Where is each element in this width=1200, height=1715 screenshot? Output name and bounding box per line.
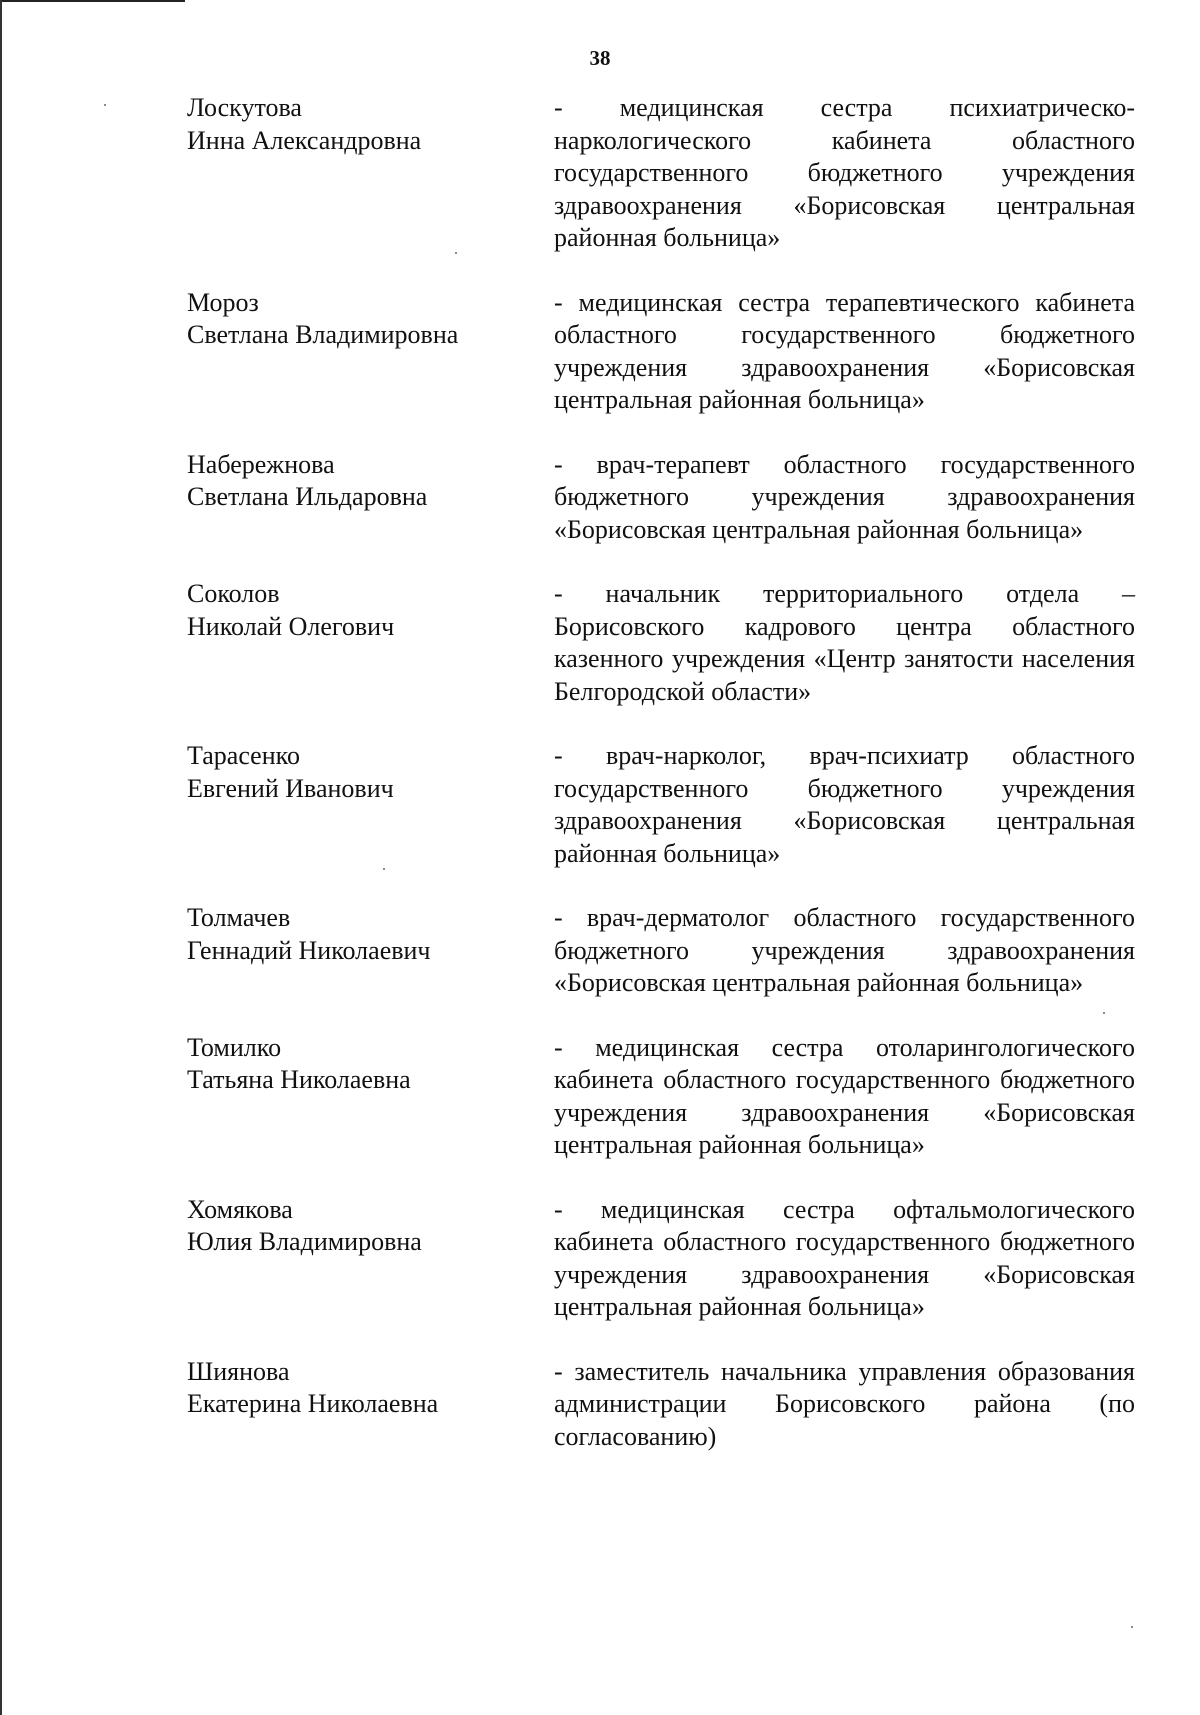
member-given-names: Инна Александровна xyxy=(187,125,422,155)
member-given-names: Светлана Владимировна xyxy=(187,320,459,349)
member-position: - врач-нарколог, врач-психиатр областного государственного бюджетного учреждения здравоохранения «Борисовская центральная районная больница» xyxy=(554,741,1135,868)
member-name xyxy=(187,578,554,708)
page-number: 38 xyxy=(589,46,611,70)
member-position: - врач-дерматолог областного государственного бюджетного учреждения здравоохранения «Борисовская центральная районная больница» xyxy=(554,903,1135,997)
member-given-names: Екатерина Николаевна xyxy=(187,1389,439,1418)
member-name xyxy=(187,1032,554,1162)
member-entry xyxy=(187,1032,1135,1162)
member-position: - медицинская сестра офтальмологического кабинета областного государственного бюджетного учреждения здравоохранения «Борисовская центральная районная больница» xyxy=(554,1194,1135,1321)
member-surname: Набережнова xyxy=(187,449,335,479)
scan-edge-top xyxy=(0,0,185,2)
member-position: - врач-терапевт областного государственного бюджетного учреждения здравоохранения «Борисовская центральная районная больница» xyxy=(554,449,1135,544)
member-position: - медицинская сестра отоларингологического кабинета областного государственного бюджетного учреждения здравоохранения «Борисовская центральная районная больница» xyxy=(554,1032,1135,1159)
member-position: - медицинская сестра терапевтического кабинета областного государственного бюджетного учреждения здравоохранения «Борисовская центральная районная больница» xyxy=(554,287,1135,414)
member-entry xyxy=(187,449,1135,547)
member-entry xyxy=(187,1356,1135,1454)
scan-speck xyxy=(455,252,457,254)
member-name xyxy=(187,449,554,547)
member-entry xyxy=(187,92,1135,255)
member-surname: Лоскутова xyxy=(187,93,302,122)
member-position: - заместитель начальника управления образования администрации Борисовского района (по согласованию) xyxy=(554,1356,1135,1451)
member-name xyxy=(187,902,554,1000)
member-surname: Тарасенко xyxy=(187,741,300,770)
member-entry xyxy=(187,1194,1135,1324)
scan-speck xyxy=(104,104,106,106)
member-surname: Хомякова xyxy=(187,1194,293,1224)
member-given-names: Геннадий Николаевич xyxy=(187,935,431,965)
member-name xyxy=(187,740,554,870)
scan-speck xyxy=(383,868,385,870)
member-given-names: Юлия Владимировна xyxy=(187,1227,422,1256)
scan-edge-left xyxy=(0,0,2,1715)
member-entry xyxy=(187,578,1135,708)
member-position: - начальник территориального отдела – Борисовского кадрового центра областного казенного учреждения «Центр занятости населения Белгородской области» xyxy=(554,579,1135,706)
member-entry xyxy=(187,740,1135,870)
member-surname: Томилко xyxy=(187,1032,282,1062)
member-name xyxy=(187,287,554,417)
member-given-names: Евгений Иванович xyxy=(187,773,394,803)
member-entry xyxy=(187,287,1135,417)
scan-speck xyxy=(1103,1012,1105,1014)
member-entry xyxy=(187,902,1135,1000)
commission-members-list xyxy=(187,92,1135,1485)
member-surname: Шиянова xyxy=(187,1356,290,1386)
member-given-names: Николай Олегович xyxy=(187,611,395,641)
member-surname: Мороз xyxy=(187,287,259,317)
member-name xyxy=(187,1356,554,1454)
member-given-names: Татьяна Николаевна xyxy=(187,1065,411,1094)
member-given-names: Светлана Ильдаровна xyxy=(187,482,428,511)
member-name xyxy=(187,1194,554,1324)
member-name xyxy=(187,92,554,255)
scan-speck xyxy=(1131,1626,1133,1628)
member-surname: Соколов xyxy=(187,579,280,608)
member-surname: Толмачев xyxy=(187,903,291,932)
member-position: - медицинская сестра психиатрическо-наркологического кабинета областного государственного бюджетного учреждения здравоохранения «Борисовская центральная районная больница» xyxy=(554,93,1135,252)
